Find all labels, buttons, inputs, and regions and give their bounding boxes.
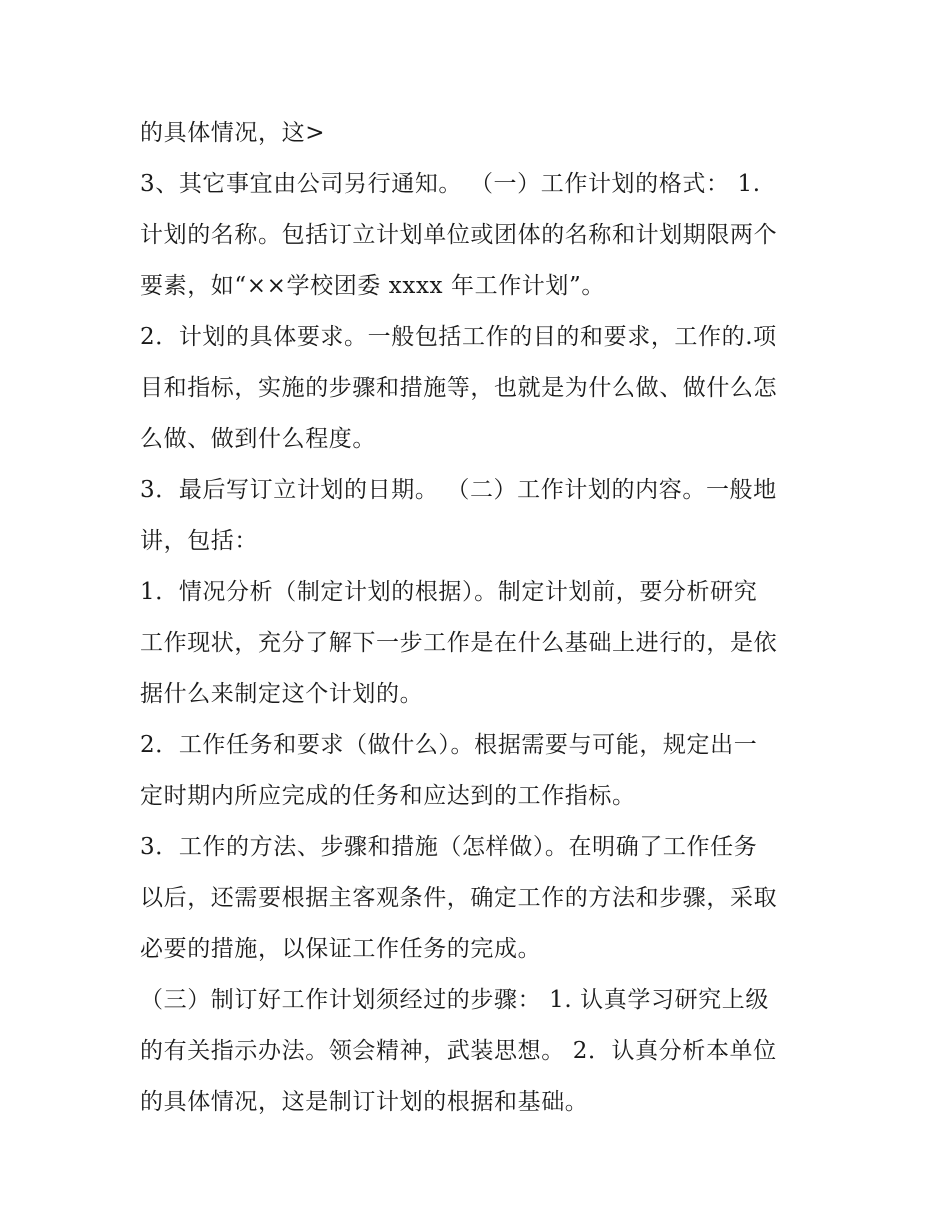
text-line: 2．计划的具体要求。一般包括工作的目的和要求，工作的.项 [140, 324, 777, 350]
text-line: 讲，包括： [140, 528, 258, 554]
document-body [140, 108, 820, 1128]
text-line: 计划的名称。包括订立计划单位或团体的名称和计划期限两个 [140, 222, 778, 248]
text-line: 2．工作任务和要求（做什么）。根据需要与可能，规定出一 [140, 732, 758, 758]
text-line: 定时期内所应完成的任务和应达到的工作指标。 [140, 783, 636, 809]
text-line: 么做、做到什么程度。 [140, 426, 376, 452]
text-line: 工作现状，充分了解下一步工作是在什么基础上进行的，是依 [140, 630, 778, 656]
text-line: 要素，如“××学校团委 xxxx 年工作计划”。 [140, 273, 605, 299]
text-line: 3．最后写订立计划的日期。 （二）工作计划的内容。一般地 [140, 477, 777, 503]
text-line: 目和指标，实施的步骤和措施等，也就是为什么做、做什么怎 [140, 375, 778, 401]
text-line: 的具体情况，这是制订计划的根据和基础。 [140, 1089, 589, 1115]
text-line: 据什么来制定这个计划的。 [140, 681, 424, 707]
text-line: 3．工作的方法、步骤和措施（怎样做）。在明确了工作任务 [140, 834, 758, 860]
text-line: 3、其它事宜由公司另行通知。 （一）工作计划的格式： 1. [140, 171, 761, 197]
text-line: 1．情况分析（制定计划的根据）。制定计划前，要分析研究 [140, 579, 758, 605]
text-line: 必要的措施，以保证工作任务的完成。 [140, 936, 542, 962]
text-line: 的有关指示办法。领会精神，武装思想。 2．认真分析本单位 [140, 1038, 777, 1064]
text-line: 的具体情况，这> [140, 120, 326, 146]
text-line: 以后，还需要根据主客观条件，确定工作的方法和步骤，采取 [140, 885, 778, 911]
text-line: （三）制订好工作计划须经过的步骤： 1. 认真学习研究上级 [140, 987, 769, 1013]
